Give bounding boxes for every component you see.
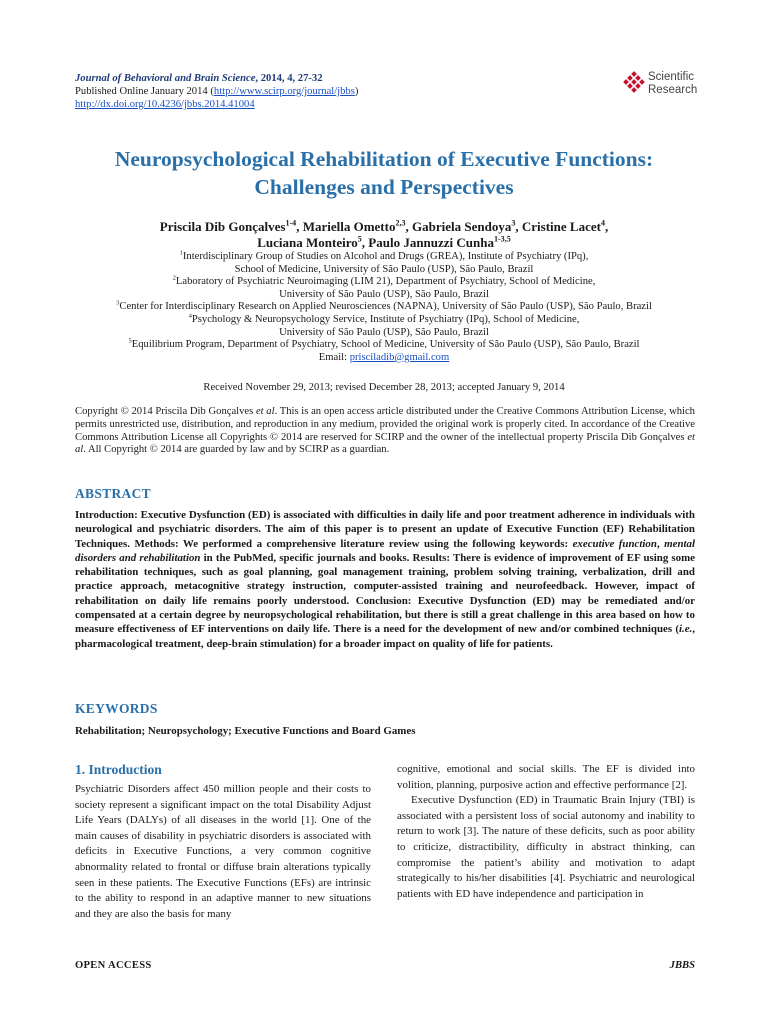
author-separator: ,: [604, 219, 609, 234]
affil-text: Center for Interdisciplinary Research on Applied Neurosciences (NAPNA), University of São Paulo (USP), São Paulo, Brazil: [119, 301, 652, 313]
email-line: [40, 352, 728, 365]
affiliation-5: [40, 339, 728, 352]
published-suffix: ): [354, 86, 359, 97]
copyright-notice: [75, 406, 695, 457]
author-separator: ,: [405, 219, 413, 234]
logo-text-scientific: Scientific: [648, 71, 695, 83]
affil-number: 5: [128, 337, 132, 345]
footer-journal-abbrev: JBBS: [669, 960, 695, 971]
affiliation-2: [40, 276, 728, 289]
keywords-list: Rehabilitation; Neuropsychology; Executive Functions and Board Games: [75, 725, 416, 737]
abstract-keyword: mental disorders and rehabilitation: [75, 537, 696, 564]
author-affil-sup: 3: [511, 218, 516, 228]
abstract-text: ,: [656, 537, 665, 550]
journal-citation: [75, 72, 358, 85]
affiliation-1-cont: School of Medicine, University of São Paulo (USP), São Paulo, Brazil: [234, 263, 534, 275]
logo-text-research: Research: [648, 84, 698, 96]
journal-header: [75, 72, 358, 111]
affiliation-1: [40, 251, 728, 264]
affiliation-3: [40, 301, 728, 314]
abstract-heading: ABSTRACT: [75, 486, 151, 501]
intro-column-right: [397, 762, 695, 902]
author-affil-sup: 4: [600, 218, 605, 228]
footer-open-access: OPEN ACCESS: [75, 960, 152, 971]
journal-url-link[interactable]: http://www.scirp.org/journal/jbbs: [213, 86, 355, 97]
author-name: Priscila Dib Gonçalves: [159, 219, 286, 234]
affil-text: Psychology & Neuropsychology Service, Institute of Psychiatry (IPq), School of Medicine,: [191, 313, 580, 325]
abstract-keyword: executive function: [572, 537, 657, 550]
title-line-1: Neuropsychological Rehabilitation of Executive Functions:: [114, 147, 654, 171]
intro-column-left: Psychiatric Disorders affect 450 million people and their costs to society represent a significant impact on the total Disability Adjust Life Years (DALYs) of all diseases in the world [1]. One of the main causes of disability in psychiatric disorders is associated with deficits in Executive Functions, a very common cognitive abnormality related to frontal or diffuse brain alterations typically seen in these patients. The Executive Functions (EFs) are intrinsic to the ability to respond in an adaptive manner to new situations and they are also the basis for many: [75, 783, 371, 920]
published-prefix: Published Online January 2014 (: [75, 86, 214, 97]
journal-name: Journal of Behavioral and Brain Science: [75, 73, 256, 84]
affiliation-4-cont: University of São Paulo (USP), São Paulo, Brazil: [279, 326, 489, 338]
email-label: Email:: [318, 351, 350, 363]
author-name: Gabriela Sendoya: [412, 219, 512, 234]
author-separator: ,: [296, 219, 303, 234]
affil-number: 1: [179, 249, 183, 257]
affiliation-4: [40, 314, 728, 327]
author-list: [40, 219, 728, 251]
affil-number: 2: [172, 274, 176, 282]
affiliation-2-cont: University of São Paulo (USP), São Paulo, Brazil: [279, 288, 489, 300]
copyright-text: . All Copyright © 2014 are guarded by law and by SCIRP as a guardian.: [83, 444, 390, 456]
affil-text: Laboratory of Psychiatric Neuroimaging (LIM 21), Department of Psychiatry, School of Medicine,: [175, 276, 596, 288]
affil-number: 3: [116, 299, 120, 307]
copyright-etal: et al: [255, 406, 275, 417]
section-heading-introduction: 1. Introduction: [75, 762, 162, 777]
author-name: Luciana Monteiro: [257, 235, 358, 250]
copyright-etal: et al: [75, 431, 695, 456]
author-separator: ,: [515, 219, 522, 234]
intro-paragraph: [397, 793, 695, 902]
author-name: Paulo Jannuzzi Cunha: [368, 235, 494, 250]
journal-details: , 2014, 4, 27-32: [255, 73, 323, 84]
author-affil-sup: 1-4: [285, 218, 297, 228]
intro-paragraph-text: Executive Dysfunction (ED) in Traumatic Brain Injury (TBI) is associated with a persistent loss of social autonomy and inability to return to work [3]. The nature of these deficits, such as poor ability to criticize, distractibility, difficulty in abstract thinking, can compromise the patient’s ability and motivation to adapt strategically to his/her disabilities [4]. Psychiatric and neurological patients with ED have independence and participation in: [397, 794, 695, 900]
abstract-body: [75, 508, 695, 651]
abstract-text: Introduction: Executive Dysfunction (ED) is associated with difficulties in daily life and poor treatment adherence in individuals with neurological and psychiatric disorders. The aim of this paper is to present an update of Executive Function (EF) Rehabilitation Techniques. Methods: We performed a comprehensive literature review using the following keywords:: [75, 509, 695, 550]
author-separator: ,: [361, 235, 369, 250]
abstract-text: , pharmacological treatment, deep-brain stimulation) for a broader impact on quality of life for patients.: [75, 623, 695, 650]
author-affil-sup: 5: [357, 234, 362, 244]
diamond-icon: [622, 71, 646, 95]
publisher-logo: [622, 69, 702, 99]
email-link[interactable]: prisciladib@gmail.com: [349, 351, 450, 363]
copyright-text: . This is an open access article distributed under the Creative Commons Attribution License, which permits unrestricted use, distribution, and reproduction in any medium, provided the original work is properly cited. In accordance of the Creative Commons Attribution License all Copyrights © 2014 are reserved for SCIRP and the owner of the intellectual property Priscila Dib Gonçalves: [75, 406, 695, 443]
title-line-2: Challenges and Perspectives: [254, 175, 514, 199]
affiliations: [40, 251, 728, 364]
received-dates: Received November 29, 2013; revised December 28, 2013; accepted January 9, 2014: [203, 382, 565, 393]
abstract-text: in the PubMed, specific journals and books. Results: There is evidence of improvement of EF using some rehabilitation techniques, such as goal planning, goal management training, problem solving training, verbalization, drill and practice approach, metacognitive strategy instruction, computer-assisted training and neurofeedback. However, impact of rehabilitation on daily life remains poorly understood. Conclusion: Executive Dysfunction (ED) may be remediated and/or compensated at a certain degree by neuropsychological rehabilitation, but there is still a great challenge in this area based on how to measure effectiveness of EF interventions on daily life. There is a need for the development of new and/or combined techniques (: [75, 551, 695, 636]
affil-text: Equilibrium Program, Department of Psychiatry, School of Medicine, University of São Paulo (USP), São Paulo, Brazil: [131, 339, 640, 351]
published-line: [75, 85, 358, 98]
paper-title: [40, 145, 728, 201]
affil-number: 4: [188, 312, 192, 320]
author-affil-sup: 1-3,5: [493, 234, 511, 244]
keywords-heading: KEYWORDS: [75, 701, 158, 716]
affil-text: Interdisciplinary Group of Studies on Alcohol and Drugs (GREA), Institute of Psychiatry (IPq),: [182, 251, 589, 262]
author-name: Cristine Lacet: [521, 219, 601, 234]
abstract-ie: i.e.: [678, 623, 693, 636]
copyright-text: Copyright © 2014 Priscila Dib Gonçalves: [75, 406, 256, 417]
author-name: Mariella Ometto: [302, 219, 396, 234]
intro-paragraph: cognitive, emotional and social skills. The EF is divided into volition, planning, purposive action and effective performance [2].: [397, 763, 695, 791]
author-affil-sup: 2,3: [395, 218, 406, 228]
doi-link[interactable]: http://dx.doi.org/10.4236/jbbs.2014.41004: [75, 99, 255, 110]
